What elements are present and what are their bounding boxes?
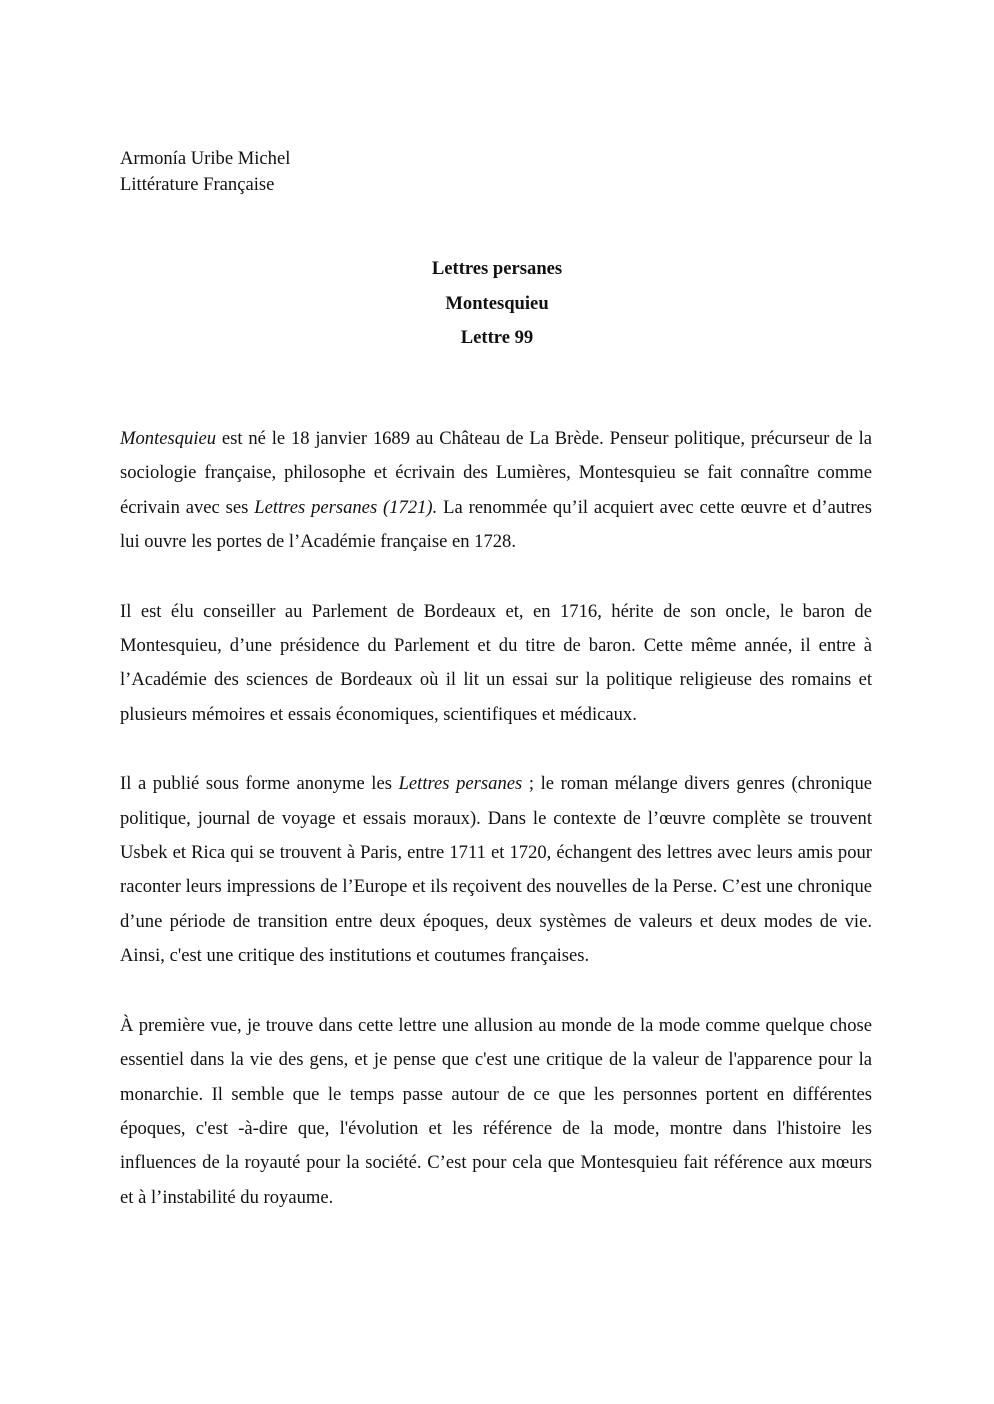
body-text — [120, 422, 872, 1215]
paragraph-1-text-b: La renommée qu’il acquiert avec cette œuvre et d’autres lui ouvre les portes de l’Académie française en 1728. — [120, 496, 872, 553]
title-block — [0, 252, 994, 356]
course-name: Littérature Française — [120, 174, 275, 195]
italic-work-title: Lettres persanes (1721). — [254, 496, 438, 518]
work-title: Lettres persanes — [431, 258, 563, 279]
header-block — [120, 146, 290, 198]
italic-work-title: Lettres persanes — [398, 773, 523, 795]
italic-author: Montesquieu — [120, 428, 217, 449]
paragraph-1-text-a: est né le 18 janvier 1689 au Château de La Brède. Penseur politique, précurseur de la sociologie française, philosophe et écrivain des Lumières, Montesquieu se fait connaître comme écrivain avec ses — [120, 428, 872, 518]
author-name: Armonía Uribe Michel — [120, 148, 291, 169]
writer-name: Montesquieu — [445, 292, 549, 314]
paragraph-4: À première vue, je trouve dans cette lettre une allusion au monde de la mode comme quelque chose essentiel dans la vie des gens, et je pense que c'est une critique de la valeur de l'apparence pour la monarchie. Il semble que le temps passe autour de ce que les personnes portent en différentes époques, c'est -à-dire que, l'évolution et les référence de la mode, montre dans l'histoire les influences de la royauté pour la société. C’est pour cela que Montesquieu fait référence aux mœurs et à l’instabilité du royaume. — [120, 1014, 872, 1208]
paragraph-3-text-a: Il a publié sous forme anonyme les — [120, 773, 399, 795]
paragraph-1 — [120, 422, 872, 560]
paragraph-3-text-b: ; le roman mélange divers genres (chronique politique, journal de voyage et essais moraux). Dans le contexte de l’œuvre complète se trouvent Usbek et Rica qui se trouvent à Paris, entre 1711 et 1720, échangent des lettres avec leurs amis pour raconter leurs impressions de l’Europe et ils reçoivent des nouvelles de la Perse. C’est une chronique d’une période de transition entre deux époques, deux systèmes de valeurs et deux modes de vie. Ainsi, c'est une critique des institutions et coutumes françaises. — [120, 773, 872, 967]
paragraph-3 — [120, 767, 872, 973]
letter-number: Lettre 99 — [460, 327, 534, 348]
paragraph-2: Il est élu conseiller au Parlement de Bordeaux et, en 1716, hérite de son oncle, le baron de Montesquieu, d’une présidence du Parlement et du titre de baron. Cette même année, il entre à l’Académie des sciences de Bordeaux où il lit un essai sur la politique religieuse des romains et plusieurs mémoires et essais économiques, scientifiques et médicaux. — [120, 600, 872, 725]
